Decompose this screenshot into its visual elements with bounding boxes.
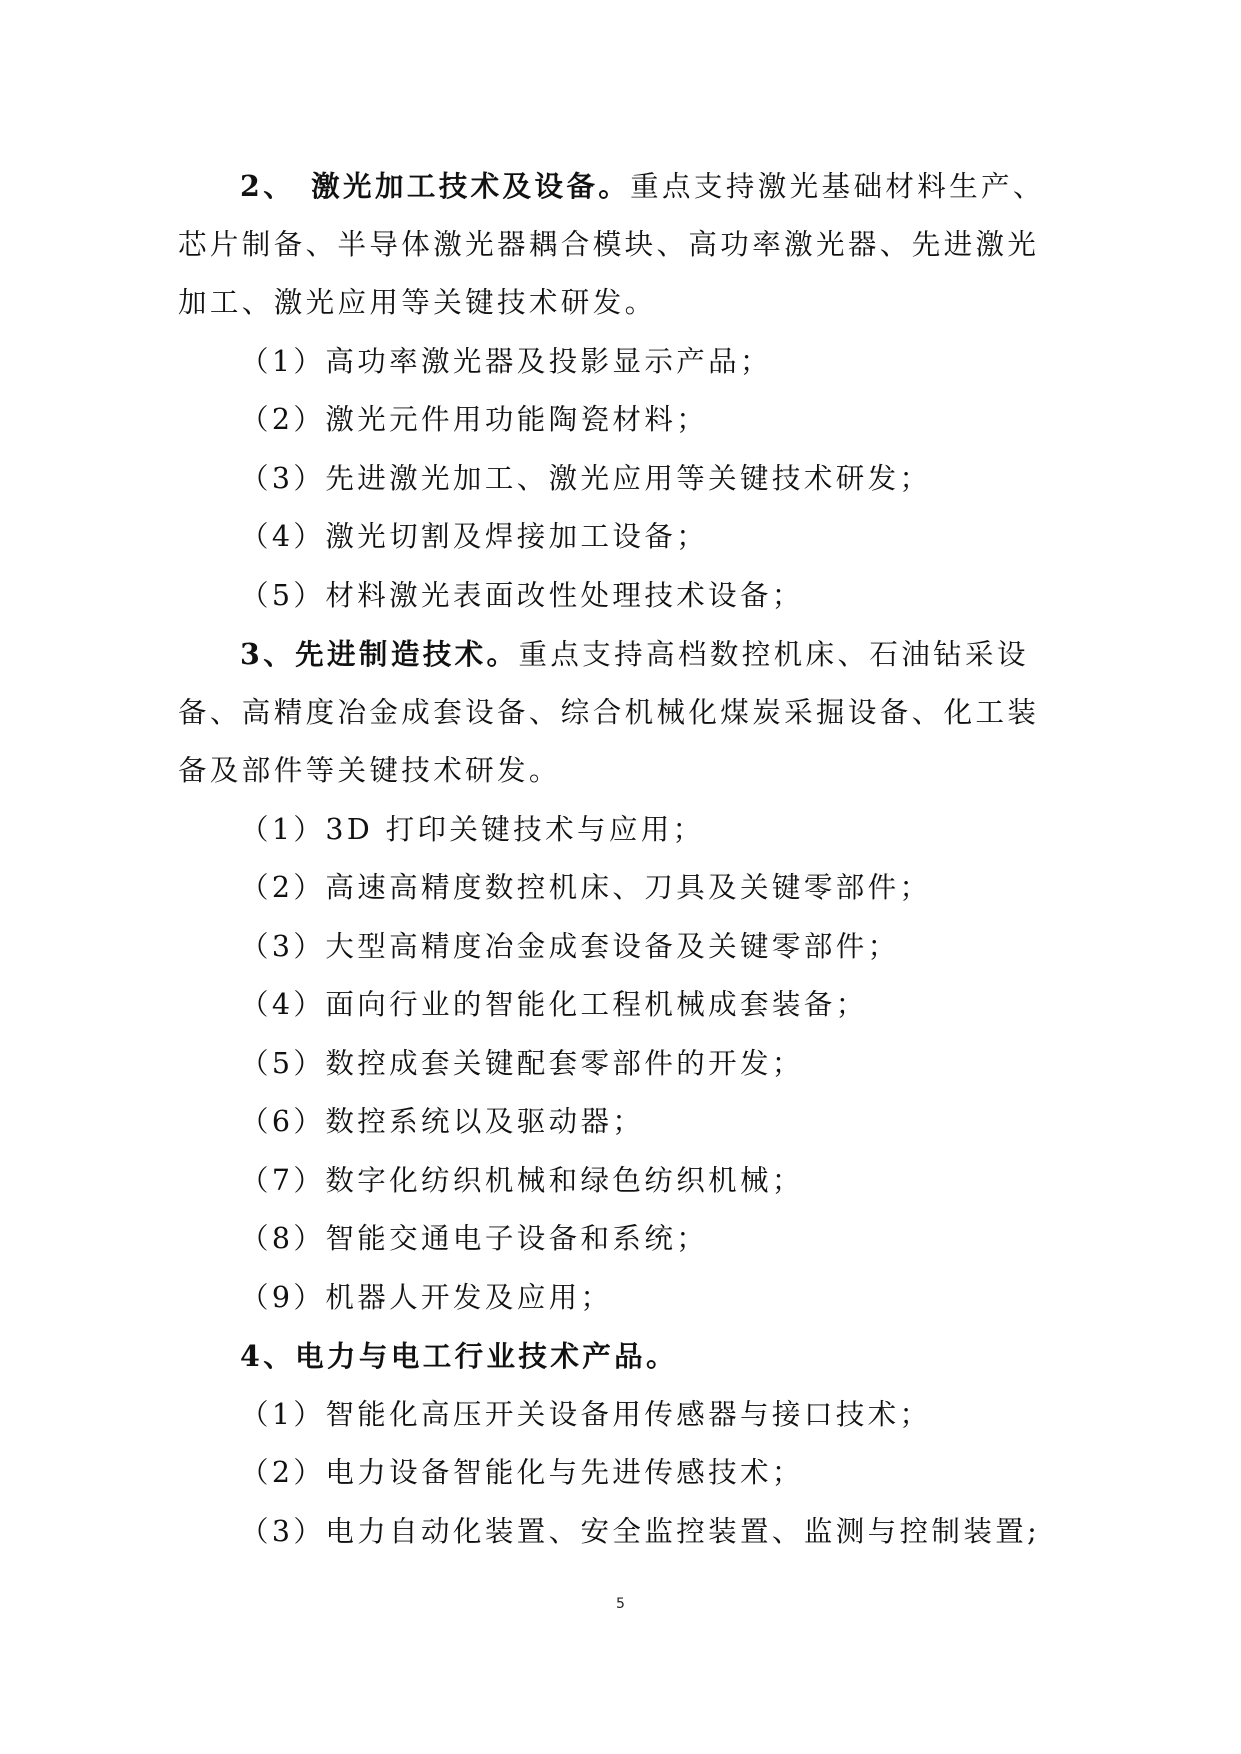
section-2-list-item: （5）材料激光表面改性处理技术设备；: [240, 578, 804, 612]
section-2-list-item: （1）高功率激光器及投影显示产品；: [240, 344, 772, 378]
section-2-list-item: （4）激光切割及焊接加工设备；: [240, 520, 709, 553]
section-3-list-item: （4）面向行业的智能化工程机械成套装备；: [240, 988, 868, 1021]
section-3-first-line: [178, 625, 1078, 684]
section-3-list-item: （9）机器人开发及应用；: [240, 1280, 613, 1314]
section-4-list-item: （1）智能化高压开关设备用传感器与接口技术；: [240, 1397, 932, 1431]
section-3-list-item: （7）数字化纺织机械和绿色纺织机械；: [240, 1163, 804, 1197]
section-2-first-line: [178, 157, 1078, 216]
section-4-heading: 4、电力与电工行业技术产品。: [240, 1339, 678, 1373]
section-2-text: 重点支持激光基础材料生产、: [630, 170, 1045, 203]
document-body: [178, 157, 1078, 1561]
section-3-list-item: （1）3D 打印关键技术与应用；: [240, 812, 705, 846]
section-3-text-line: 备及部件等关键技术研发。: [178, 754, 561, 787]
section-3-text: 重点支持高档数控机床、石油钻采设: [518, 638, 1029, 671]
section-3-list-item: （3）大型高精度冶金成套设备及关键零部件；: [240, 929, 900, 963]
section-2-list-item: （2）激光元件用功能陶瓷材料；: [240, 403, 709, 436]
section-2-heading: 激光加工技术及设备。: [311, 169, 631, 203]
section-2-list-item: （3）先进激光加工、激光应用等关键技术研发；: [240, 461, 932, 495]
section-4-list-item: （2）电力设备智能化与先进传感技术；: [240, 1456, 804, 1489]
section-3-list-item: （6）数控系统以及驱动器；: [240, 1105, 645, 1138]
section-2-text-line: 芯片制备、半导体激光器耦合模块、高功率激光器、先进激光: [178, 227, 1040, 261]
section-2-number: 2、: [240, 169, 296, 203]
section-3-heading: 3、先进制造技术。: [240, 637, 519, 671]
section-3-list-item: （2）高速高精度数控机床、刀具及关键零部件；: [240, 871, 932, 904]
section-3-list-item: （8）智能交通电子设备和系统；: [240, 1222, 709, 1255]
section-2-text-line: 加工、激光应用等关键技术研发。: [178, 286, 657, 319]
section-4-list-item: （3）电力自动化装置、安全监控装置、监测与控制装置;: [240, 1514, 1041, 1548]
section-3-list-item: （5）数控成套关键配套零部件的开发；: [240, 1046, 804, 1080]
page-number: 5: [616, 1596, 625, 1612]
section-3-text-line: 备、高精度冶金成套设备、综合机械化煤炭采掘设备、化工装: [178, 695, 1040, 729]
